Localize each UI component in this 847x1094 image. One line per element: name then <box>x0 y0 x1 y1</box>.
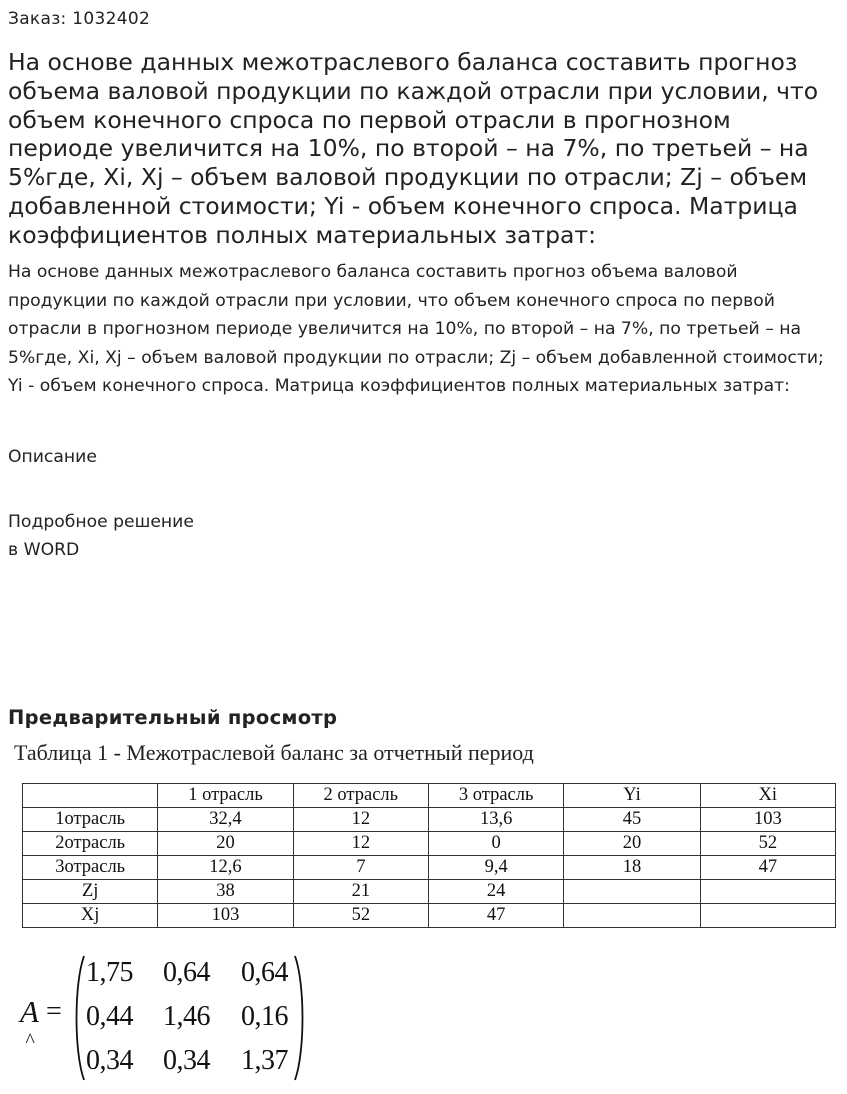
preview-title: Предварительный просмотр <box>8 706 338 729</box>
table-cell: 7 <box>293 856 428 880</box>
table-header-row <box>23 784 836 808</box>
table-cell <box>564 904 700 928</box>
table-cell: 9,4 <box>428 856 563 880</box>
table-cell <box>564 880 700 904</box>
table-cell: 1отрасль <box>23 808 158 832</box>
matrix-right-parenthesis <box>293 954 307 1082</box>
table-row <box>23 808 836 832</box>
table-cell: 12,6 <box>158 856 293 880</box>
table-header-cell: 2 отрасль <box>293 784 428 808</box>
table-cell: 32,4 <box>158 808 293 832</box>
table-row <box>23 880 836 904</box>
table-row <box>23 856 836 880</box>
matrix-cell: 0,64 <box>241 957 288 988</box>
table-cell: 18 <box>564 856 700 880</box>
table-cell: 52 <box>293 904 428 928</box>
solution-line-1: Подробное решение <box>8 512 194 532</box>
table-cell: 20 <box>158 832 293 856</box>
table-cell: 21 <box>293 880 428 904</box>
matrix-symbol <box>20 994 39 1052</box>
table-cell: Xj <box>23 904 158 928</box>
table-cell: 2отрасль <box>23 832 158 856</box>
table-cell: 45 <box>564 808 700 832</box>
table-cell: 103 <box>158 904 293 928</box>
table-cell <box>700 904 835 928</box>
table-cell: 47 <box>428 904 563 928</box>
table-cell: 47 <box>700 856 835 880</box>
table-cell: 0 <box>428 832 563 856</box>
matrix-left-parenthesis <box>72 954 86 1082</box>
matrix-cell: 0,44 <box>86 1001 133 1032</box>
table-row <box>23 904 836 928</box>
matrix-hat-mark: ^ <box>25 1030 34 1052</box>
task-description: На основе данных межотраслевого баланса составить прогноз объема валовой продукции по каждой отрасли при условии, что объем конечного спроса по первой отрасли в прогнозном периоде увеличится на 10%, по второй – на 7%, по третьей – на 5%где, Xi, Xj – объем валовой продукции по отрасли; Zj – объем добавленной стоимости; Yi - объем конечного спроса. Матрица коэффициентов полных материальных затрат: <box>8 262 824 397</box>
table-header-cell: 1 отрасль <box>158 784 293 808</box>
table-cell: 20 <box>564 832 700 856</box>
matrix-cell: 1,37 <box>241 1045 288 1076</box>
table-cell <box>23 784 158 808</box>
table-header-cell: Yi <box>564 784 700 808</box>
description-label: Описание <box>8 447 97 467</box>
table-cell: 38 <box>158 880 293 904</box>
matrix-symbol-letter: A <box>20 994 39 1029</box>
matrix-cell: 0,34 <box>163 1045 210 1076</box>
table-cell: 12 <box>293 832 428 856</box>
table-cell: 3отрасль <box>23 856 158 880</box>
matrix-cell: 0,34 <box>86 1045 133 1076</box>
matrix-equals-sign: = <box>46 996 62 1027</box>
table-header-cell: Xi <box>700 784 835 808</box>
coefficient-matrix <box>20 950 320 1088</box>
table-caption: Таблица 1 - Межотраслевой баланс за отчетный период <box>14 740 534 765</box>
table-row <box>23 832 836 856</box>
table-header-cell: 3 отрасль <box>428 784 563 808</box>
task-heading: На основе данных межотраслевого баланса составить прогноз объема валовой продукции по каждой отрасли при условии, что объем конечного спроса по первой отрасли в прогнозном периоде увеличится на 10%, по второй – на 7%, по третьей – на 5%где, Xi, Xj – объем валовой продукции по отрасли; Zj – объем добавленной стоимости; Yi - объем конечного спроса. Матрица коэффициентов полных материальных затрат: <box>8 48 819 249</box>
table-cell: 12 <box>293 808 428 832</box>
solution-info <box>8 508 194 564</box>
matrix-cell: 0,64 <box>163 957 210 988</box>
solution-line-2: в WORD <box>8 540 80 560</box>
table-cell: 24 <box>428 880 563 904</box>
table-cell <box>700 880 835 904</box>
balance-table <box>22 783 836 928</box>
matrix-cell: 0,16 <box>241 1001 288 1032</box>
matrix-cell: 1,75 <box>86 957 133 988</box>
table-cell: 13,6 <box>428 808 563 832</box>
order-number: Заказ: 1032402 <box>8 9 151 29</box>
table-cell: 103 <box>700 808 835 832</box>
table-cell: Zj <box>23 880 158 904</box>
table-cell: 52 <box>700 832 835 856</box>
matrix-cell: 1,46 <box>163 1001 210 1032</box>
